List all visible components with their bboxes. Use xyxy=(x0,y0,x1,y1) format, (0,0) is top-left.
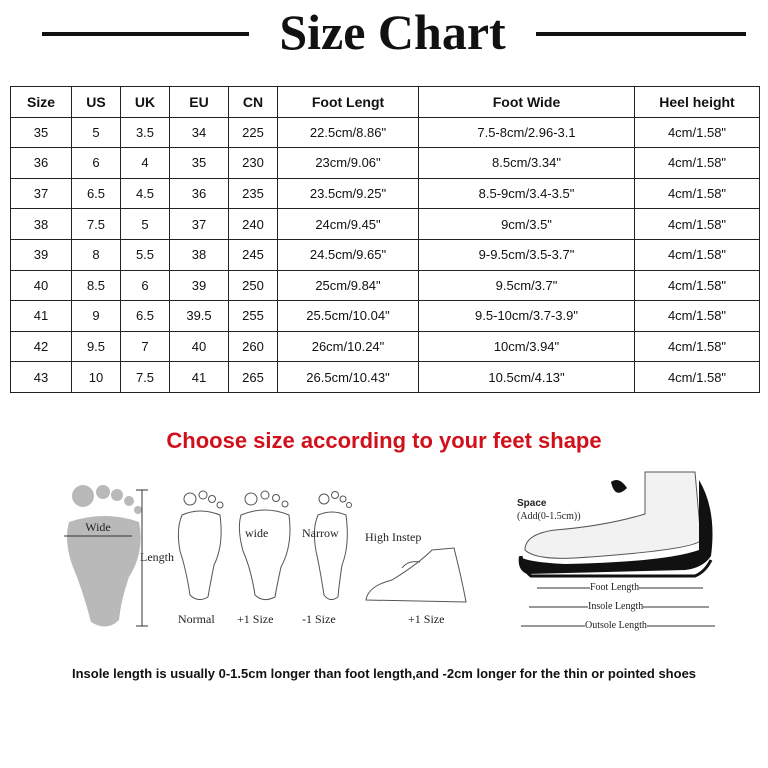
table-cell: 260 xyxy=(229,331,278,362)
table-cell: 35 xyxy=(11,117,72,148)
table-row xyxy=(11,331,760,362)
table-cell: 5.5 xyxy=(121,239,170,270)
plus1-caption: +1 Size xyxy=(237,612,274,626)
table-row xyxy=(11,270,760,301)
table-cell: 4cm/1.58" xyxy=(635,148,760,179)
table-cell: 7.5 xyxy=(121,362,170,393)
table-cell: 4cm/1.58" xyxy=(635,362,760,393)
col-header: Heel height xyxy=(635,87,760,118)
wide-caption: Wide xyxy=(85,520,111,534)
wide-arrow-icon xyxy=(58,512,138,552)
table-cell: 3.5 xyxy=(121,117,170,148)
table-cell: 38 xyxy=(170,239,229,270)
table-cell: 8.5-9cm/3.4-3.5" xyxy=(419,178,635,209)
table-cell: 240 xyxy=(229,209,278,240)
table-cell: 6 xyxy=(121,270,170,301)
table-cell: 26cm/10.24" xyxy=(278,331,419,362)
length-caption: Length xyxy=(140,550,174,564)
table-cell: 23.5cm/9.25" xyxy=(278,178,419,209)
outsole-length-caption: Outsole Length xyxy=(585,620,647,631)
table-cell: 8.5 xyxy=(72,270,121,301)
normal-foot-icon xyxy=(170,485,230,605)
table-cell: 42 xyxy=(11,331,72,362)
table-cell: 9.5cm/3.7" xyxy=(419,270,635,301)
narrow-foot-icon xyxy=(302,485,362,605)
table-cell: 4cm/1.58" xyxy=(635,270,760,301)
table-cell: 41 xyxy=(11,301,72,332)
table-cell: 6.5 xyxy=(121,301,170,332)
table-cell: 23cm/9.06" xyxy=(278,148,419,179)
size-table xyxy=(10,86,760,393)
table-cell: 4cm/1.58" xyxy=(635,331,760,362)
table-row xyxy=(11,178,760,209)
table-cell: 24.5cm/9.65" xyxy=(278,239,419,270)
foot-length-caption: Foot Length xyxy=(590,582,640,593)
table-cell: 235 xyxy=(229,178,278,209)
page-title: Size Chart xyxy=(279,4,506,60)
table-cell: 10.5cm/4.13" xyxy=(419,362,635,393)
instep-plus1-caption: +1 Size xyxy=(408,612,445,626)
table-cell: 8.5cm/3.34" xyxy=(419,148,635,179)
col-header: Foot Wide xyxy=(419,87,635,118)
insole-length-caption: Insole Length xyxy=(588,601,644,612)
table-cell: 10 xyxy=(72,362,121,393)
col-header: Size xyxy=(11,87,72,118)
table-cell: 40 xyxy=(170,331,229,362)
table-cell: 37 xyxy=(170,209,229,240)
table-cell: 9 xyxy=(72,301,121,332)
col-header: US xyxy=(72,87,121,118)
table-row xyxy=(11,239,760,270)
col-header: EU xyxy=(170,87,229,118)
table-cell: 5 xyxy=(121,209,170,240)
table-cell: 35 xyxy=(170,148,229,179)
col-header: CN xyxy=(229,87,278,118)
wide-foot-caption: wide xyxy=(245,526,269,540)
high-instep-foot-icon xyxy=(362,540,472,610)
table-cell: 4cm/1.58" xyxy=(635,117,760,148)
table-cell: 36 xyxy=(170,178,229,209)
table-cell: 25cm/9.84" xyxy=(278,270,419,301)
title-rule-left xyxy=(42,32,249,36)
table-cell: 4cm/1.58" xyxy=(635,209,760,240)
table-cell: 39 xyxy=(11,239,72,270)
table-cell: 39.5 xyxy=(170,301,229,332)
table-row xyxy=(11,362,760,393)
table-cell: 36 xyxy=(11,148,72,179)
table-cell: 245 xyxy=(229,239,278,270)
table-row xyxy=(11,209,760,240)
table-cell: 25.5cm/10.04" xyxy=(278,301,419,332)
table-cell: 250 xyxy=(229,270,278,301)
minus1-caption: -1 Size xyxy=(302,612,336,626)
table-cell: 7.5-8cm/2.96-3.1 xyxy=(419,117,635,148)
space-caption: Space xyxy=(517,498,547,509)
space-add-caption: (Add(0-1.5cm)) xyxy=(517,511,581,522)
table-cell: 9.5-10cm/3.7-3.9" xyxy=(419,301,635,332)
table-cell: 4cm/1.58" xyxy=(635,178,760,209)
table-cell: 10cm/3.94" xyxy=(419,331,635,362)
table-cell: 230 xyxy=(229,148,278,179)
table-cell: 9cm/3.5" xyxy=(419,209,635,240)
table-cell: 39 xyxy=(170,270,229,301)
table-cell: 24cm/9.45" xyxy=(278,209,419,240)
wide-foot-icon xyxy=(235,485,295,605)
table-cell: 265 xyxy=(229,362,278,393)
table-cell: 8 xyxy=(72,239,121,270)
table-cell: 34 xyxy=(170,117,229,148)
table-header-row xyxy=(11,87,760,118)
table-cell: 22.5cm/8.86" xyxy=(278,117,419,148)
title-row xyxy=(0,2,768,62)
table-cell: 9-9.5cm/3.5-3.7" xyxy=(419,239,635,270)
table-cell: 40 xyxy=(11,270,72,301)
table-cell: 43 xyxy=(11,362,72,393)
high-instep-caption: High Instep xyxy=(365,530,422,544)
table-cell: 4cm/1.58" xyxy=(635,239,760,270)
normal-caption: Normal xyxy=(178,612,215,626)
table-row xyxy=(11,117,760,148)
table-cell: 7 xyxy=(121,331,170,362)
table-cell: 4cm/1.58" xyxy=(635,301,760,332)
table-cell: 225 xyxy=(229,117,278,148)
table-cell: 5 xyxy=(72,117,121,148)
table-cell: 4.5 xyxy=(121,178,170,209)
guide-title: Choose size according to your feet shape xyxy=(166,428,602,453)
table-cell: 26.5cm/10.43" xyxy=(278,362,419,393)
table-cell: 6 xyxy=(72,148,121,179)
col-header: Foot Lengt xyxy=(278,87,419,118)
narrow-foot-caption: Narrow xyxy=(302,526,339,540)
table-row xyxy=(11,301,760,332)
col-header: UK xyxy=(121,87,170,118)
title-rule-right xyxy=(536,32,746,36)
table-cell: 37 xyxy=(11,178,72,209)
table-cell: 255 xyxy=(229,301,278,332)
table-cell: 7.5 xyxy=(72,209,121,240)
table-cell: 38 xyxy=(11,209,72,240)
table-cell: 6.5 xyxy=(72,178,121,209)
insole-note: Insole length is usually 0-1.5cm longer than foot length,and -2cm longer for the thin or pointed shoes xyxy=(71,666,697,681)
table-row xyxy=(11,148,760,179)
table-cell: 4 xyxy=(121,148,170,179)
table-cell: 41 xyxy=(170,362,229,393)
table-cell: 9.5 xyxy=(72,331,121,362)
shoe-cross-section-icon xyxy=(515,470,725,590)
foot-shape-illustrations xyxy=(40,470,740,660)
